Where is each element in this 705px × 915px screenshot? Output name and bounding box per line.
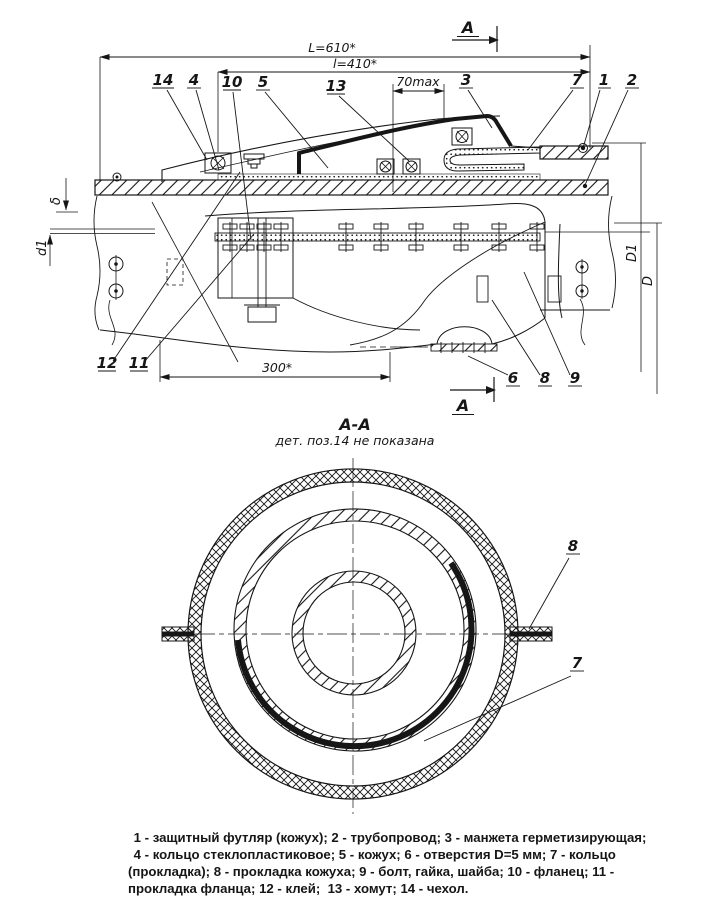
section-a-a-view xyxy=(162,415,584,814)
section-letter-bottom: А xyxy=(456,396,470,415)
clamp-block-upper xyxy=(452,128,472,145)
section-arrow-bottom xyxy=(450,377,496,415)
svg-text:12: 12 xyxy=(96,354,118,372)
jacket-ring xyxy=(234,509,476,751)
svg-text:8: 8 xyxy=(567,537,579,555)
clamp-block-mid2 xyxy=(403,159,420,174)
dim-delta-label: δ xyxy=(49,197,64,205)
dim-d1-label: d1 xyxy=(35,239,50,256)
legend xyxy=(128,830,646,896)
svg-text:6: 6 xyxy=(507,369,519,387)
section-title: А-А xyxy=(339,415,371,434)
legend-line-4: прокладка фланца; 12 - клей; 13 - хомут; 14 - чехол. xyxy=(128,881,469,896)
svg-text:2: 2 xyxy=(626,71,638,89)
callout-7 xyxy=(528,71,584,150)
legend-line-3: (прокладка); 8 - прокладка кожуха; 9 - болт, гайка, шайба; 10 - фланец; 11 - xyxy=(128,864,615,879)
callout-2 xyxy=(583,71,639,188)
svg-text:3: 3 xyxy=(460,71,472,89)
svg-text:11: 11 xyxy=(128,354,150,372)
svg-text:5: 5 xyxy=(257,73,269,91)
dim-300-label: 300* xyxy=(261,360,293,375)
callout-13 xyxy=(326,77,409,161)
svg-text:4: 4 xyxy=(188,71,200,89)
svg-text:7: 7 xyxy=(571,654,583,672)
dim-D-label: D xyxy=(641,275,656,286)
bolt-circles xyxy=(109,255,588,345)
section-arrow-top xyxy=(452,18,499,52)
callout-5 xyxy=(256,73,328,168)
jacket-folded-end xyxy=(444,147,540,171)
section-letter-top: А xyxy=(461,18,475,37)
svg-text:8: 8 xyxy=(539,369,551,387)
dimension-300 xyxy=(160,340,390,382)
legend-line-2: 4 - кольцо стеклопластиковое; 5 - кожух; 6 - отверстия D=5 мм; 7 - кольцо xyxy=(130,847,616,862)
svg-text:1: 1 xyxy=(598,71,610,89)
dim-l-label: l=410* xyxy=(332,56,378,71)
main-longitudinal-view xyxy=(35,18,662,415)
section-subtitle: дет. поз.14 не показана xyxy=(275,433,435,448)
pipe-ring xyxy=(292,571,416,695)
dim-D1-label: D1 xyxy=(625,243,640,262)
callout-9 xyxy=(524,272,582,387)
dimension-inner-length xyxy=(218,45,590,152)
callout-4 xyxy=(187,71,219,170)
svg-text:14: 14 xyxy=(152,71,174,89)
drain-hump xyxy=(395,327,497,353)
dim-70max-label: 70max xyxy=(396,74,440,89)
svg-text:13: 13 xyxy=(325,77,347,95)
svg-text:10: 10 xyxy=(221,73,243,91)
legend-line-1: 1 - защитный футляр (кожух); 2 - трубопровод; 3 - манжета герметизирующая; xyxy=(130,830,647,845)
clamp-block-mid1 xyxy=(377,159,394,174)
gasket-stub-left xyxy=(162,627,194,641)
dim-L-label: L=610* xyxy=(308,40,356,55)
svg-text:9: 9 xyxy=(569,369,581,387)
callout-8 xyxy=(492,300,552,387)
callouts-bottom xyxy=(97,172,582,387)
pipeline-wall-section xyxy=(95,174,608,195)
clamp-blocks xyxy=(113,128,588,181)
section-callout-8 xyxy=(529,537,580,629)
svg-text:7: 7 xyxy=(571,71,583,89)
assembly-body-outline xyxy=(94,196,650,362)
callout-11 xyxy=(129,234,254,372)
gasket-stub-right xyxy=(510,627,552,641)
